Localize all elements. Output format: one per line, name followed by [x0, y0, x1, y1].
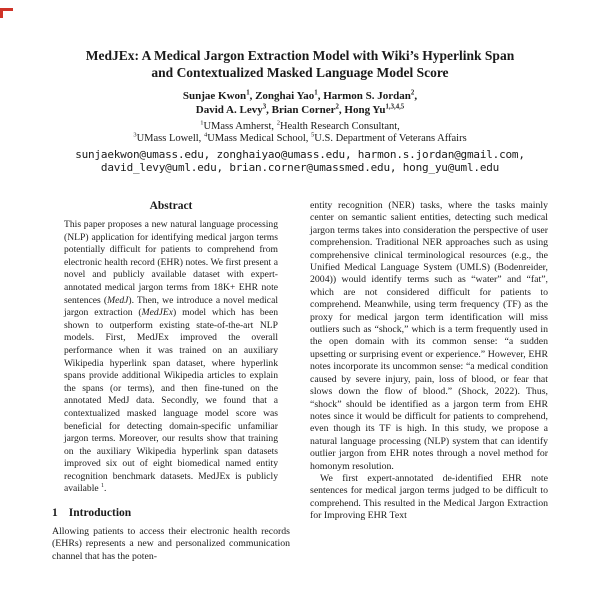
arxiv-watermark-bar — [0, 11, 3, 18]
section-heading-introduction — [52, 507, 290, 519]
authors-line2: David A. Levy$^3$, Brian Corner$^2$, Hong Yu$^{1,3,4,5}$ — [195, 102, 405, 116]
section-title: Introduction — [68, 507, 132, 520]
right-column-paragraph-1: entity recognition (NER) tasks, where the tasks mainly center on semantic salient entities, detecting such medical jargon terms takes into consideration the perspective of user comprehension. Traditional NER approaches such as using comprehensive clinical terminological resources (e.g., the Unified Medical Language System (UMLS) (Bodenreider, 2004)) would identify terms such as “water” and “fat”, which are not considered difficult for patients to comprehend. Meanwhile, using term frequency (TF) as the proxy for medical jargon term identification will miss outliers such as “shock,” which is a term frequently used in the open domain with its common sense: “a sudden upsetting or surprising event or experience.” However, EHR notes incorporate its uncommon sense: “a medical condition caused by severe injury, pain, loss of blood, or fear that slows down the flow of blood.” (Shock, 2022). Thus, “shock” should be identified as a jargon term from EHR notes since it would be difficult for patients to comprehend, even though its TF is high. In this study, we propose a natural language processing (NLP) system that can identify outlier jargon from EHR notes through a novel method for homonym resolution. — [310, 200, 548, 472]
paper-title-line1: MedJEx: A Medical Jargon Extraction Model with Wiki’s Hyperlink Span — [85, 48, 515, 63]
email-line2: david_levy@uml.edu, brian.corner@umassmed.edu, hong_yu@uml.edu — [100, 160, 500, 174]
paper-title — [0, 47, 600, 81]
introduction-paragraph: Allowing patients to access their electronic health records (EHRs) represents a new and personalized communication channel that has the poten- — [52, 526, 290, 562]
right-column-paragraph-2: We first expert-annotated de-identified EHR note sentences for medical jargon terms judged to be difficult to comprehend. This resulted in the Medical Jargon Extraction for Improving EHR Text — [310, 472, 548, 522]
abstract-heading: Abstract — [149, 200, 193, 212]
right-column — [310, 200, 548, 563]
affiliations — [0, 121, 600, 145]
authors-line1: Sunjae Kwon$^1$, Zonghai Yao$^1$, Harmon S. Jordan$^2$, — [182, 89, 418, 102]
author-emails — [0, 149, 600, 174]
paper-header — [0, 0, 600, 174]
arxiv-watermark-fragment — [0, 8, 16, 20]
two-column-body — [0, 200, 600, 563]
author-list — [0, 90, 600, 117]
section-number: 1 — [52, 507, 58, 520]
affiliation-line1: $^1$UMass Amherst, $^2$Health Research Consultant, — [200, 119, 400, 132]
paper-title-line2: and Contextualized Masked Language Model Score — [151, 65, 449, 80]
left-column — [52, 200, 290, 563]
affiliation-line2: $^3$UMass Lowell, $^4$UMass Medical School, $^5$U.S. Department of Veterans Affairs — [133, 131, 467, 144]
abstract-text: This paper proposes a new natural language processing (NLP) application for identifying medical jargon terms potentially difficult for patients to comprehend from electronic health record (EHR) notes. We first present a novel and publicly available dataset with expert-annotated medical jargon terms from 18K+ EHR note sentences (MedJ). Then, we introduce a novel medical jargon extraction (MedJEx) model which has been shown to outperform existing state-of-the-art NLP models. First, MedJEx improved the overall performance when it was trained on an auxiliary Wikipedia hyperlink span dataset, where hyperlink spans provide additional Wikipedia articles to explain the spans (or terms), and then fine-tuned on the annotated MedJ data. Secondly, we found that a contextualized masked language model score was beneficial for detecting domain-specific unfamiliar jargon terms. Moreover, our results show that training on the auxiliary Wikipedia hyperlink span datasets improved six out of eight biomedical named entity recognition benchmark datasets. MedJEx is publicly available $^1$. — [64, 219, 278, 495]
email-line1: sunjaekwon@umass.edu, zonghaiyao@umass.edu, harmon.s.jordan@gmail.com, — [75, 148, 525, 161]
